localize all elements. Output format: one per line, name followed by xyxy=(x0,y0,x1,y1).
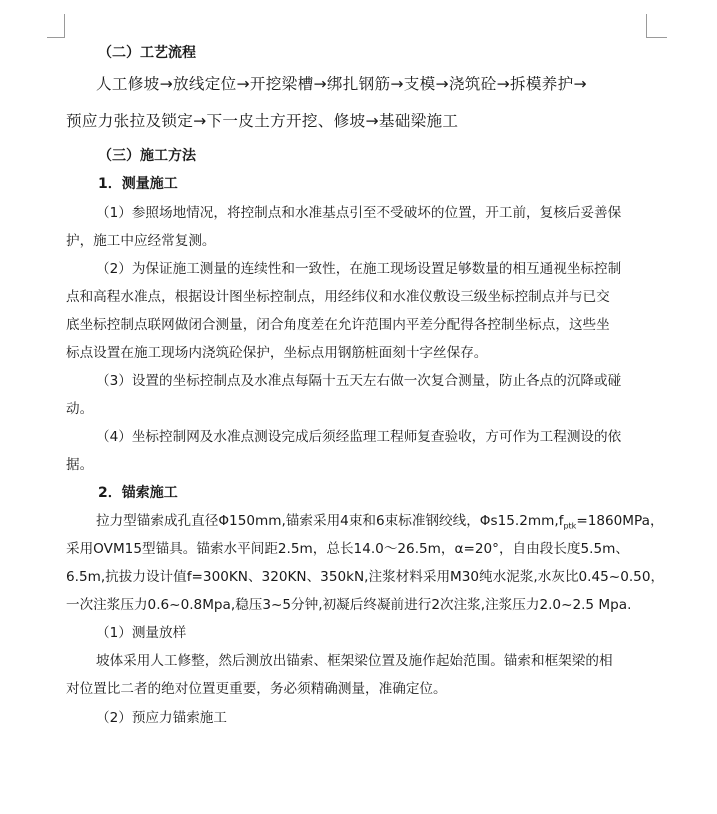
survey-para-2-line-3: 底坐标控制点联网做闭合测量，闭合角度差在允许范围内平差分配得各控制坐标点，这些坐 xyxy=(66,317,610,333)
crop-mark-top-left xyxy=(47,14,65,38)
item-survey-layout-line-1: 坡体采用人工修整，然后测放出锚索、框架梁位置及施作起始范围。锚索和框架梁的相 xyxy=(96,653,613,669)
anchor-para-line-4: 一次注浆压力0.6~0.8Mpa,稳压3~5分钟,初凝后终凝前进行2次注浆,注浆压力2.0~2.5 Mpa. xyxy=(66,597,632,613)
anchor-para-line-3: 6.5m,抗拔力设计值f=300KN、320KN、350kN,注浆材料采用M30纯水泥浆,水灰比0.45~0.50， xyxy=(66,569,665,585)
survey-para-2-line-4: 标点设置在施工现场内浇筑砼保护，坐标点用钢筋桩面刻十字丝保存。 xyxy=(66,345,488,361)
anchor-para-line-1-b: =1860MPa， xyxy=(576,513,664,529)
anchor-para-line-2: 采用OVM15型锚具。锚索水平间距2.5m，总长14.0～26.5m，α=20°，自由段长度5.5m、 xyxy=(66,541,629,557)
item-prestressed-anchor-title: （2）预应力锚索施工 xyxy=(96,710,227,726)
process-flow-line-2: 预应力张拉及锁定→下一皮土方开挖、修坡→基础梁施工 xyxy=(66,112,459,130)
survey-para-4-line-1: （4）坐标控制网及水准点测设完成后须经监理工程师复查验收，方可作为工程测设的依 xyxy=(96,429,622,445)
survey-para-2-line-2: 点和高程水准点，根据设计图坐标控制点，用经纬仪和水准仪敷设三级坐标控制点并与已交 xyxy=(66,289,610,305)
subheading-survey: 1．测量施工 xyxy=(98,176,178,192)
survey-para-3-line-1: （3）设置的坐标控制点及水准点每隔十五天左右做一次复合测量，防止各点的沉降或碰 xyxy=(96,373,622,389)
section-heading-construction-method: （三）施工方法 xyxy=(98,148,196,164)
survey-para-1-line-1: （1）参照场地情况，将控制点和水准基点引至不受破坏的位置，开工前，复核后妥善保 xyxy=(96,205,622,221)
anchor-para-line-1 xyxy=(96,512,664,536)
survey-para-2-line-1: （2）为保证施工测量的连续性和一致性，在施工现场设置足够数量的相互通视坐标控制 xyxy=(96,261,622,277)
section-heading-process-flow: （二）工艺流程 xyxy=(98,45,196,61)
survey-para-3-line-2: 动。 xyxy=(66,401,94,417)
subheading-anchor-cable: 2．锚索施工 xyxy=(98,485,178,501)
item-survey-layout-title: （1）测量放样 xyxy=(96,625,187,641)
survey-para-1-line-2: 护，施工中应经常复测。 xyxy=(66,233,216,249)
survey-para-4-line-2: 据。 xyxy=(66,457,94,473)
anchor-para-line-1-a: 拉力型锚索成孔直径Φ150mm,锚索采用4束和6束标准钢绞线，Φs15.2mm,f xyxy=(96,513,564,529)
crop-mark-top-right xyxy=(646,14,667,38)
process-flow-line-1: 人工修坡→放线定位→开挖梁槽→绑扎钢筋→支模→浇筑砼→拆模养护→ xyxy=(96,75,587,93)
ptk-subscript: ptk xyxy=(563,521,577,531)
item-survey-layout-line-2: 对位置比二者的绝对位置更重要，务必须精确测量，准确定位。 xyxy=(66,681,447,697)
